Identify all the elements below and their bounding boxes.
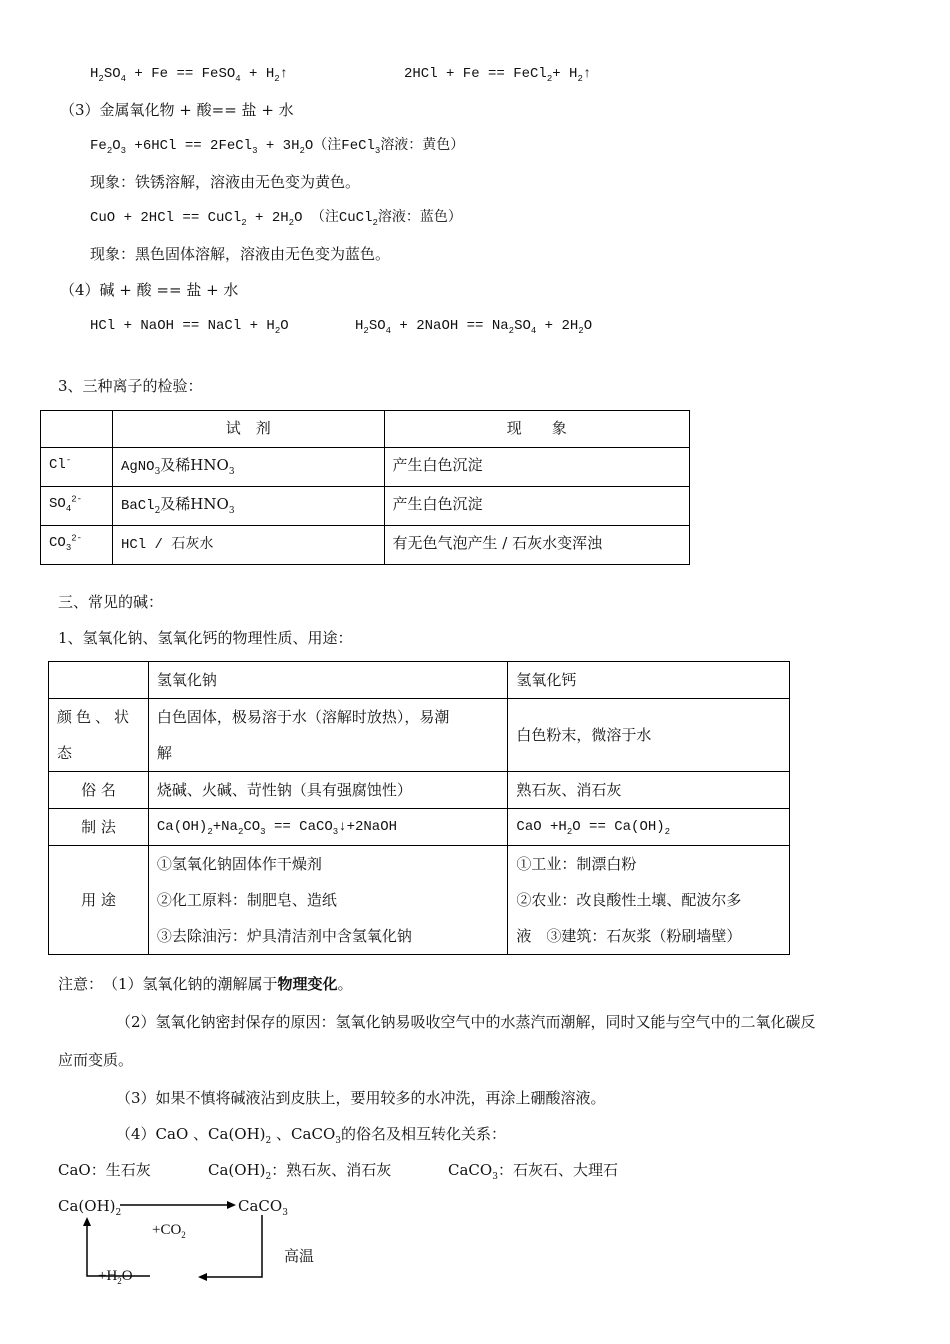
- phenomenon-cell: 有无色气泡产生 / 石灰水变浑浊: [384, 526, 690, 565]
- table-row-name: [49, 772, 790, 809]
- reagent-cell: BaCl$_2$及稀$HNO_3$: [112, 487, 384, 526]
- table-row-use: [49, 846, 790, 955]
- table-header-row: [41, 411, 690, 448]
- equation-cuo-hcl: CuO + 2HCl == CuCl$_2$ + $2H_2O$ （注CuCl$_2$溶液：蓝色）: [90, 210, 462, 228]
- diagram-caoh2: $Ca(OH)_2$: [58, 1197, 122, 1218]
- label-preparation: 制 法: [49, 809, 149, 846]
- naoh-common-name: 烧碱、火碱、苛性钠（具有强腐蚀性）: [148, 772, 508, 809]
- phenomenon-fe2o3: 现象：铁锈溶解，溶液由无色变为黄色。: [90, 173, 361, 191]
- ion-cell: $SO_4^{2-}$: [41, 487, 113, 526]
- label-color-state: 颜色、状 态: [49, 699, 149, 772]
- heading-common-bases: 三、常见的碱：: [58, 593, 164, 611]
- table-row: [41, 526, 690, 565]
- base-properties-table: [48, 661, 790, 955]
- label-uses: 用 途: [49, 846, 149, 955]
- table-row: [41, 448, 690, 487]
- diagram-high-temp-label: 高温: [284, 1247, 315, 1265]
- caoh-color: 白色粉末，微溶于水: [508, 699, 790, 772]
- note-1: 注意： （1）氢氧化钠的潮解属于物理变化。: [58, 975, 353, 993]
- arrowhead-up: [83, 1217, 91, 1226]
- note-3: （3）如果不慎将碱液沾到皮肤上，要用较多的水冲洗，再涂上硼酸溶液。: [116, 1089, 606, 1107]
- subheading-base-properties: 1、氢氧化钠、氢氧化钙的物理性质、用途：: [58, 629, 353, 647]
- ion-cell: Cl-: [41, 448, 113, 487]
- naoh-color: 白色固体，极易溶于水（溶解时放热），易潮 解: [148, 699, 508, 772]
- name-caco3: CaCO$_3$：石灰石、大理石: [448, 1161, 618, 1182]
- naoh-preparation: $Ca(OH)_2+Na_2CO_3$ == CaCO$_3$↓+2NaOH: [148, 809, 508, 846]
- phenomenon-cuo: 现象：黑色固体溶解，溶液由无色变为蓝色。: [90, 245, 391, 263]
- header-reagent: 试 剂: [112, 411, 384, 448]
- heading-ion-test: 3、三种离子的检验：: [58, 377, 203, 395]
- equation-hcl-fe: 2HCl + Fe == FeCl$_2$+ $H_2↑$: [404, 66, 592, 84]
- caoh-uses: ①工业：制漂白粉 ②农业：改良酸性土壤、配波尔多 液 ③建筑：石灰浆（粉刷墙壁）: [508, 846, 790, 955]
- heading-metal-oxide-acid: （3）金属氧化物 + 酸== 盐 + 水: [60, 101, 294, 119]
- table-row-color: [49, 699, 790, 772]
- header-naoh: 氢氧化钠: [148, 662, 508, 699]
- table-row-prep: [49, 809, 790, 846]
- phenomenon-cell: 产生白色沉淀: [384, 487, 690, 526]
- header-empty: [49, 662, 149, 699]
- ion-cell: $CO_3^{2-}$: [41, 526, 113, 565]
- note-2-line2: 应而变质。: [58, 1051, 134, 1069]
- arrowhead-right: [227, 1201, 236, 1209]
- line-caco3-down: [206, 1215, 262, 1277]
- note-2-line1: （2）氢氧化钠密封保存的原因：氢氧化钠易吸收空气中的水蒸汽而潮解，同时又能与空气中的二氧化碳反: [116, 1013, 816, 1031]
- reagent-cell: AgNO$_3$及稀$HNO_3$: [112, 448, 384, 487]
- diagram-h2o-label: $+H_2O$: [98, 1268, 133, 1286]
- caoh-common-name: 熟石灰、消石灰: [508, 772, 790, 809]
- equation-h2so4-naoh: $H_2SO_4$ + 2NaOH == $Na_2SO_4 + 2H_2O$: [355, 318, 593, 336]
- name-caoh2: $Ca(OH)_2$：熟石灰、消石灰: [208, 1161, 392, 1182]
- arrowhead-left: [198, 1273, 207, 1281]
- header-caoh: 氢氧化钙: [508, 662, 790, 699]
- reagent-cell: HCl / 石灰水: [112, 526, 384, 565]
- phenomenon-cell: 产生白色沉淀: [384, 448, 690, 487]
- header-phenomenon: 现 象: [384, 411, 690, 448]
- diagram-caco3: CaCO$_3$: [238, 1197, 288, 1218]
- equation-fe2o3-hcl: $Fe_2O_3 +6HCl$ == 2FeCl$_3$ + $3H_2O$（注FeCl$_3$溶液：黄色）: [90, 138, 465, 156]
- name-cao: CaO：生石灰: [58, 1161, 151, 1179]
- caoh-preparation: CaO $+H_2O == Ca(OH)_2$: [508, 809, 790, 846]
- heading-base-acid: （4）碱 + 酸 == 盐 + 水: [60, 281, 239, 299]
- label-common-name: 俗 名: [49, 772, 149, 809]
- table-header-row: [49, 662, 790, 699]
- equation-hcl-naoh: HCl + NaOH == NaCl + $H_2O$: [90, 318, 289, 336]
- ion-test-table: [40, 410, 690, 565]
- header-ion: [41, 411, 113, 448]
- naoh-uses: ①氢氧化钠固体作干燥剂 ②化工原料：制肥皂、造纸 ③去除油污：炉具清洁剂中含氢氧化钠: [148, 846, 508, 955]
- equation-h2so4-fe: $H_2SO_4 + Fe$ == FeSO$_4$ + $H_2↑$: [90, 66, 289, 84]
- diagram-co2-label: $+CO_2$: [152, 1222, 186, 1240]
- table-row: [41, 487, 690, 526]
- note-4: （4）CaO 、$Ca(OH)_2$ 、CaCO$_3$的俗名及相互转化关系：: [116, 1125, 506, 1146]
